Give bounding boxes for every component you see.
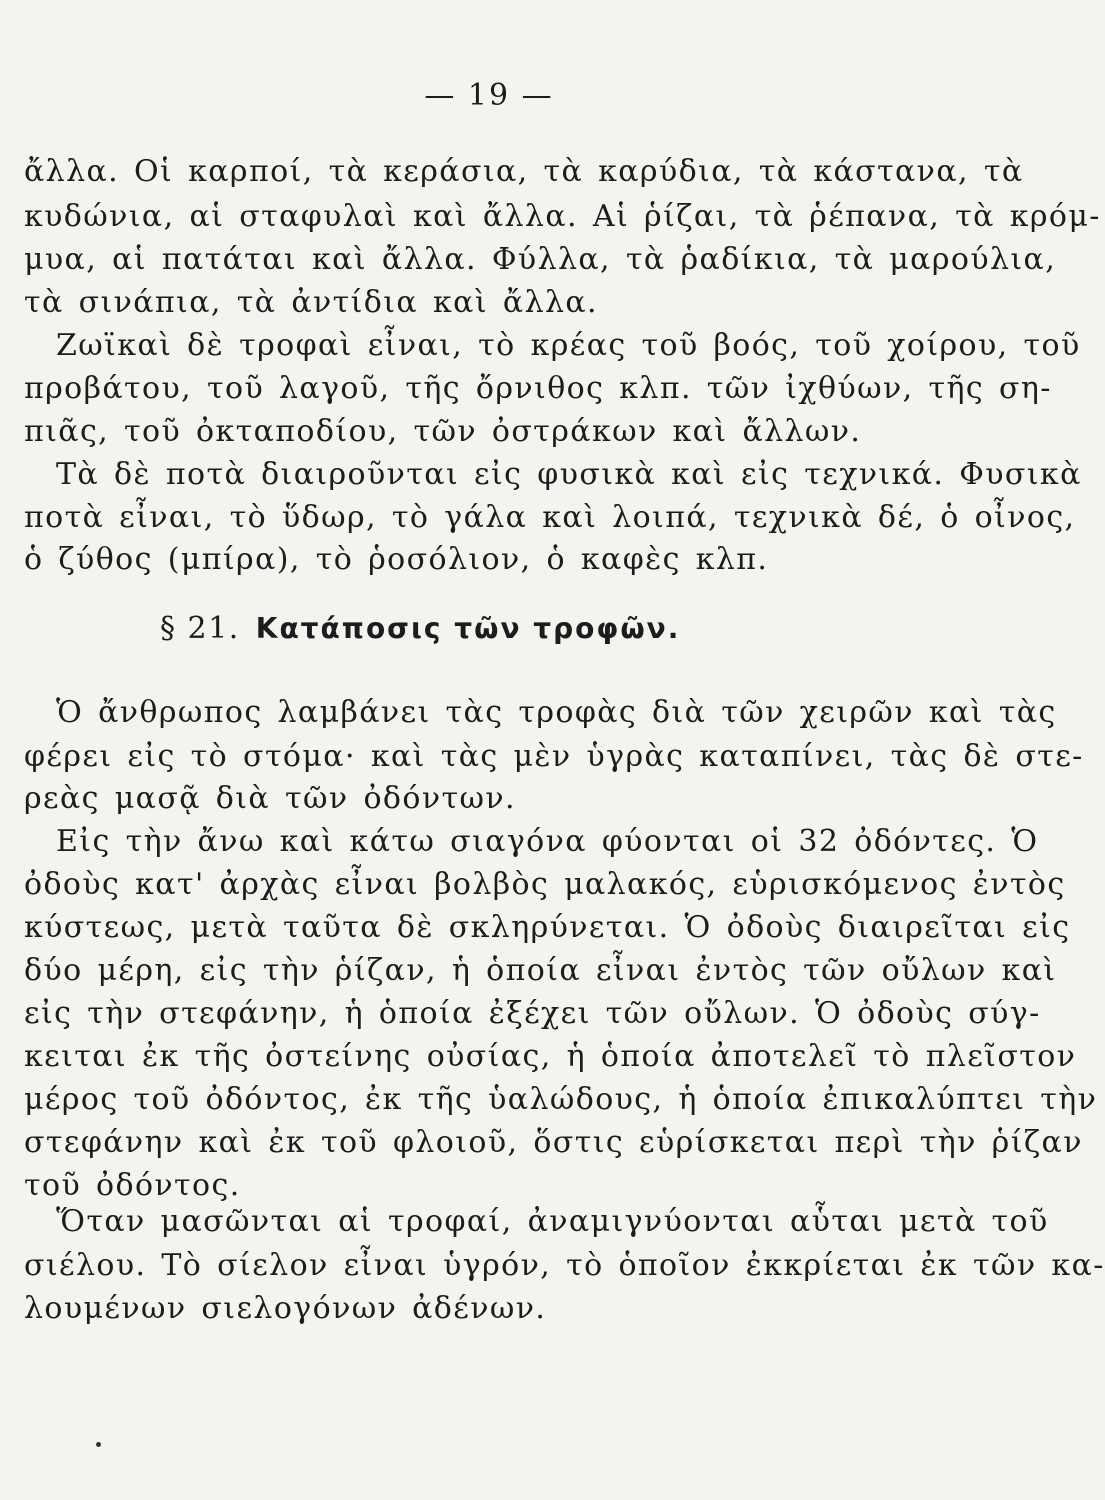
page-number: — 19 — <box>424 78 554 113</box>
text-line: σιέλου. Τὸ σίελον εἶναι ὑγρόν, τὸ ὁποῖον ἐκκρίεται ἐκ τῶν κα- <box>24 1248 1105 1283</box>
text-line: Ὅταν μασῶνται αἱ τροφαί, ἀναμιγνύονται αὗται μετὰ τοῦ <box>56 1204 1049 1239</box>
section-number: § 21. <box>160 611 240 646</box>
text-line: φέρει εἰς τὸ στόμα· καὶ τὰς μὲν ὑγρὰς καταπίνει, τὰς δὲ στε- <box>24 739 1084 774</box>
text-line: μέρος τοῦ ὀδόντος, ἐκ τῆς ὑαλώδους, ἡ ὁποία ἐπικαλύπτει τὴν <box>24 1082 1098 1117</box>
text-line: ὀδοὺς κατ' ἀρχὰς εἶναι βολβὸς μαλακός, εὑρισκόμενος ἐντὸς <box>24 867 1066 902</box>
text-line: ἄλλα. Οἱ καρποί, τὰ κεράσια, τὰ καρύδια, τὰ κάστανα, τὰ <box>24 154 1024 189</box>
text-line: κυδώνια, αἱ σταφυλαὶ καὶ ἄλλα. Αἱ ῥίζαι, τὰ ῥέπανα, τὰ κρόμ- <box>24 199 1101 234</box>
text-line: Τὰ δὲ ποτὰ διαιροῦνται εἰς φυσικὰ καὶ εἰς τεχνικά. Φυσικὰ <box>56 457 1082 492</box>
text-line: εἰς τὴν στεφάνην, ἡ ὁποία ἐξέχει τῶν οὔλων. Ὁ ὀδοὺς σύγ- <box>24 996 1041 1031</box>
text-line: Ζωϊκαὶ δὲ τροφαὶ εἶναι, τὸ κρέας τοῦ βοός, τοῦ χοίρου, τοῦ <box>56 328 1081 363</box>
text-line: κειται ἐκ τῆς ὀστείνης οὐσίας, ἡ ὁποία ἀποτελεῖ τὸ πλεῖστον <box>24 1039 1077 1074</box>
text-line: τὰ σινάπια, τὰ ἀντίδια καὶ ἄλλα. <box>24 285 598 320</box>
text-line: στεφάνην καὶ ἐκ τοῦ φλοιοῦ, ὅστις εὑρίσκεται περὶ τὴν ῥίζαν <box>24 1125 1083 1160</box>
text-line: ποτὰ εἶναι, τὸ ὕδωρ, τὸ γάλα καὶ λοιπά, τεχνικὰ δέ, ὁ οἶνος, <box>24 500 1076 535</box>
text-line: κύστεως, μετὰ ταῦτα δὲ σκληρύνεται. Ὁ ὀδοὺς διαιρεῖται εἰς <box>24 910 1071 945</box>
text-line: τοῦ ὀδόντος. <box>24 1168 241 1203</box>
text-line: πιᾶς, τοῦ ὀκταποδίου, τῶν ὀστράκων καὶ ἄλλων. <box>24 414 862 449</box>
text-line: ὁ ζύθος (μπίρα), τὸ ῥοσόλιον, ὁ καφὲς κλπ. <box>24 542 769 577</box>
text-line: προβάτου, τοῦ λαγοῦ, τῆς ὄρνιθος κλπ. τῶν ἰχθύων, τῆς ση- <box>24 371 1052 406</box>
ink-speck <box>96 1442 101 1447</box>
text-line: δύο μέρη, εἰς τὴν ῥίζαν, ἡ ὁποία εἶναι ἐντὸς τῶν οὔλων καὶ <box>24 953 1057 988</box>
text-line: μυα, αἱ πατάται καὶ ἄλλα. Φύλλα, τὰ ῥαδίκια, τὰ μαρούλια, <box>24 242 1057 277</box>
text-line: Εἰς τὴν ἄνω καὶ κάτω σιαγόνα φύονται οἱ 32 ὀδόντες. Ὁ <box>56 824 1039 859</box>
text-line: ρεὰς μασᾷ διὰ τῶν ὀδόντων. <box>24 781 516 816</box>
section-heading <box>160 607 680 651</box>
text-line: Ὁ ἄνθρωπος λαμβάνει τὰς τροφὰς διὰ τῶν χειρῶν καὶ τὰς <box>56 695 1057 730</box>
text-line: λουμένων σιελογόνων ἀδένων. <box>24 1291 547 1326</box>
section-title: Κατάποσις τῶν τροφῶν. <box>255 612 681 645</box>
